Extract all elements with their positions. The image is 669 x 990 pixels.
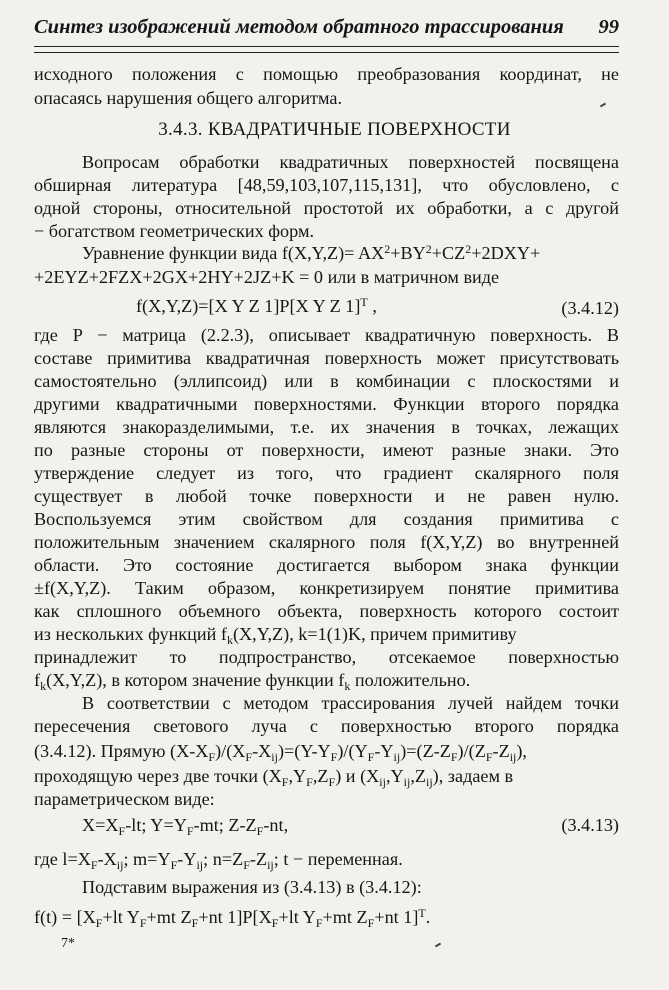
text-run: ,Y	[288, 766, 307, 786]
text-run: -X	[252, 741, 272, 761]
text-line: составе примитива квадратичная поверхность может присутствовать	[34, 348, 619, 368]
subscript: k	[344, 679, 351, 693]
equation-text: -nt,	[263, 815, 289, 835]
equation-3-4-13	[82, 815, 288, 836]
equation-text: -mt; Z-Z	[193, 815, 257, 835]
equation-3-4-12	[136, 296, 377, 317]
superscript: 2	[465, 242, 472, 256]
text-line: существует в любой точке поверхности и не равен нулю.	[34, 486, 619, 506]
text-line	[34, 765, 619, 787]
subscript: F	[271, 916, 279, 930]
subscript: ij	[116, 858, 124, 872]
text-run: -Y	[177, 849, 197, 869]
subscript: F	[367, 750, 375, 764]
text-line: Вопросам обработки квадратичных поверхностей посвящена	[82, 152, 619, 172]
subscript: F	[328, 775, 336, 789]
subscript: ij	[267, 858, 274, 872]
text-run: -Z	[249, 849, 268, 869]
subscript: ij	[425, 775, 433, 789]
equation-text: +lt Y	[278, 907, 316, 927]
subscript: F	[330, 750, 338, 764]
text-run: ; t − переменная.	[273, 849, 403, 869]
text-line	[34, 848, 619, 870]
text-line: В соответствии с методом трассирования лучей найдем точки	[82, 693, 619, 713]
text-line: как сплошного объемного объекта, поверхность которого состоит	[34, 601, 619, 621]
subscript: ij	[379, 775, 386, 789]
text-run: -Z	[492, 741, 510, 761]
subscript: k	[40, 679, 47, 693]
text-line: другими квадратичными поверхностями. Функции второго порядка	[34, 394, 619, 414]
text-line	[34, 669, 619, 691]
text-run: )/(Z	[457, 741, 486, 761]
text-line: опасаясь нарушения общего алгоритма.	[34, 88, 343, 108]
subscript: F	[281, 775, 289, 789]
text-run: (3.4.12). Прямую (X-X	[34, 741, 209, 761]
text-line: обширная литература [48,59,103,107,115,131], что обусловлено, с	[34, 175, 619, 195]
text-run: )=(Z-Z	[400, 741, 451, 761]
text-line: ±f(X,Y,Z). Таким образом, конкретизируем понятие примитива	[34, 578, 619, 598]
text-line: самостоятельно (эллипсоид) или в комбинации с плоскостями и	[34, 371, 619, 391]
text-run: проходящую через две точки (X	[34, 766, 282, 786]
text-run: )/(X	[215, 741, 246, 761]
subscript: F	[170, 858, 178, 872]
subscript: F	[243, 858, 250, 872]
text-run: ; n=Z	[203, 849, 244, 869]
text-line: области. Это состояние достигается выбором знака функции	[34, 555, 619, 575]
header-rule	[34, 46, 619, 53]
text-run	[34, 623, 517, 645]
subscript: F	[450, 750, 458, 764]
text-line: по разные стороны от поверхности, имеют разные знаки. Это	[34, 440, 619, 460]
equation-text: X=X	[82, 815, 119, 835]
equation-text: -lt; Y=Y	[125, 815, 187, 835]
text-line: +2EYZ+2FZX+2GX+2HY+2JZ+K = 0 или в матричном виде	[34, 267, 500, 287]
text-line	[34, 623, 619, 645]
text-line: Подставим выражения из (3.4.13) в (3.4.12):	[82, 877, 422, 897]
equation-text: f(X,Y,Z)=[X Y Z 1]P[X Y Z 1]	[136, 296, 361, 316]
text-run: ,Z	[410, 766, 426, 786]
text-run: положительно.	[350, 670, 471, 690]
print-speck	[435, 943, 441, 948]
text-run: )=(Y-Y	[277, 741, 331, 761]
subscript: ij	[196, 858, 204, 872]
subscript: F	[256, 824, 264, 838]
equation-f-of-t	[34, 907, 430, 928]
text-line: принадлежит то подпространство, отсекаемое поверхностью	[34, 647, 619, 667]
page-number: 99	[598, 16, 619, 38]
text-run: )/(Y	[337, 741, 368, 761]
equation-number: (3.4.12)	[561, 298, 619, 318]
text-run: +2DXY+	[471, 243, 541, 263]
text-run: ; m=Y	[123, 849, 171, 869]
text-line: Воспользуемся этим свойством для создания примитива с	[34, 509, 619, 529]
equation-text: +nt 1]P[X	[198, 907, 272, 927]
subscript: F	[306, 775, 313, 789]
text-run: (X,Y,Z), в котором значение функции f	[46, 670, 345, 690]
equation-text: +lt Y	[102, 907, 140, 927]
text-run: из нескольких функций f	[34, 624, 227, 644]
signature-mark: 7*	[61, 936, 75, 951]
equation-text: +mt Z	[322, 907, 368, 927]
text-run: где l=X	[34, 849, 91, 869]
text-run: Уравнение функции вида f(X,Y,Z)=	[82, 243, 355, 263]
superscript: T	[418, 906, 426, 920]
header-title: Синтез изображений методом обратного трассирования	[34, 16, 564, 38]
text-line: − богатством геометрических форм.	[34, 221, 314, 241]
subscript: F	[191, 916, 199, 930]
text-line	[34, 740, 619, 762]
section-title: 3.4.3. КВАДРАТИЧНЫЕ ПОВЕРХНОСТИ	[158, 119, 511, 140]
equation-number: (3.4.13)	[561, 815, 619, 835]
text-run: ) и (X	[335, 766, 380, 786]
subscript: F	[90, 858, 98, 872]
text-line: одной стороны, относительной простотой их обработки, а с другой	[34, 198, 619, 218]
equation-text: ,	[367, 296, 377, 316]
subscript: F	[245, 750, 253, 764]
equation-text: +nt 1]	[374, 907, 419, 927]
subscript: F	[139, 916, 147, 930]
equation-text: f(t) = [X	[34, 907, 96, 927]
text-line: положительным значением скалярного поля f(X,Y,Z) во внутренней	[34, 532, 619, 552]
text-line: где P − матрица (2.2.3), описывает квадратичную поверхность. В	[34, 325, 619, 345]
subscript: F	[208, 750, 216, 764]
superscript: T	[360, 295, 368, 309]
text-line: параметрическом виде:	[34, 789, 215, 809]
text-line: утверждение следует из того, что градиент скалярного поля	[34, 463, 619, 483]
text-line: исходного положения с помощью преобразования координат, не	[34, 64, 619, 84]
subscript: k	[226, 633, 233, 647]
text-run: AX	[357, 243, 385, 263]
text-line: являются знакоразделимыми, т.е. их значения в точках, лежащих	[34, 417, 619, 437]
subscript: F	[485, 750, 493, 764]
subscript: F	[367, 916, 375, 930]
running-header	[34, 16, 619, 46]
subscript: F	[315, 916, 323, 930]
text-run: ,Z	[312, 766, 329, 786]
subscript: ij	[393, 750, 401, 764]
superscript: 2	[425, 242, 432, 256]
equation-text: .	[425, 907, 431, 927]
subscript: ij	[509, 750, 517, 764]
subscript: ij	[271, 750, 278, 764]
subscript: F	[118, 824, 126, 838]
text-run: (X,Y,Z), k=1(1)K, причем примитиву	[232, 624, 517, 644]
superscript: 2	[384, 242, 391, 256]
text-line	[82, 242, 619, 264]
text-run: ),	[516, 741, 527, 761]
text-run: +CZ	[431, 243, 466, 263]
text-run: -X	[97, 849, 117, 869]
text-run: ,Y	[385, 766, 404, 786]
text-run: +BY	[390, 243, 426, 263]
text-line: пересечения светового луча с поверхностью второго порядка	[34, 716, 619, 736]
subscript: F	[186, 824, 194, 838]
subscript: F	[95, 916, 103, 930]
equation-text: +mt Z	[146, 907, 192, 927]
text-run: f	[34, 670, 41, 690]
text-run: ), задаем в	[432, 766, 514, 786]
text-run: -Y	[374, 741, 394, 761]
subscript: ij	[403, 775, 411, 789]
